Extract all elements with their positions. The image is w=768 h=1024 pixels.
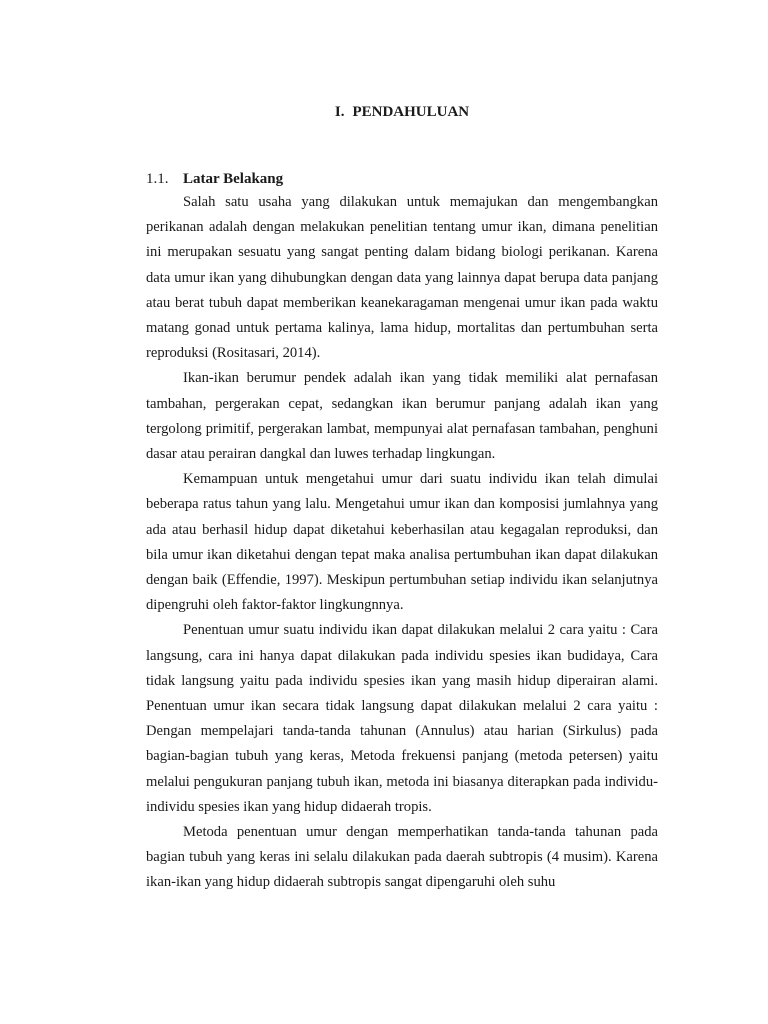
section-heading bbox=[146, 168, 283, 190]
paragraph: Salah satu usaha yang dilakukan untuk memajukan dan mengembangkan perikanan adalah dengan melakukan penelitian tentang umur ikan, dimana penelitian ini merupakan sesuatu yang sangat penting dalam bidang biologi perikanan. Karena data umur ikan yang dihubungkan dengan data yang lainnya dapat berupa data panjang atau berat tubuh dapat memberikan keanekaragaman mengenai umur ikan pada waktu matang gonad untuk pertama kalinya, lama hidup, mortalitas dan pertumbuhan serta reproduksi (Rositasari, 2014). bbox=[146, 194, 658, 362]
paragraph: Metoda penentuan umur dengan memperhatikan tanda-tanda tahunan pada bagian tubuh yang keras ini selalu dilakukan pada daerah subtropis (4 musim). Karena ikan-ikan yang hidup didaerah subtropis sangat dipengaruhi oleh suhu bbox=[146, 824, 658, 891]
paragraph: Kemampuan untuk mengetahui umur dari suatu individu ikan telah dimulai beberapa ratus tahun yang lalu. Mengetahui umur ikan dan komposisi jumlahnya yang ada atau berhasil hidup dapat diketahui keberhasilan atau kegagalan reproduksi, dan bila umur ikan diketahui dengan tepat maka analisa pertumbuhan ikan dapat dilakukan dengan baik (Effendie, 1997). Meskipun pertumbuhan setiap individu ikan selanjutnya dipengruhi oleh faktor-faktor lingkungnnya. bbox=[146, 471, 658, 614]
paragraph: Penentuan umur suatu individu ikan dapat dilakukan melalui 2 cara yaitu : Cara langsung, cara ini hanya dapat dilakukan pada individu spesies ikan budidaya, Cara tidak langsung yaitu pada individu spesies ikan yang masih hidup diperairan alami. Penentuan umur ikan secara tidak langsung dapat dilakukan melalui 2 cara yaitu : Dengan mempelajari tanda-tanda tahunan (Annulus) atau harian (Sirkulus) pada bagian-bagian tubuh yang keras, Metoda frekuensi panjang (metoda petersen) yaitu melalui pengukuran panjang tubuh ikan, metoda ini biasanya diterapkan pada individu-individu spesies ikan yang hidup didaerah tropis. bbox=[146, 622, 658, 815]
paragraph: Ikan-ikan berumur pendek adalah ikan yang tidak memiliki alat pernafasan tambahan, pergerakan cepat, sedangkan ikan berumur panjang adalah ikan yang tergolong primitif, pergerakan lambat, mempunyai alat pernafasan tambahan, penghuni dasar atau perairan dangkal dan luwes terhadap lingkungan. bbox=[146, 370, 658, 463]
chapter-number: I. bbox=[334, 104, 345, 120]
chapter-title bbox=[146, 101, 658, 123]
section-number: 1.1. bbox=[146, 171, 169, 187]
section-title: Latar Belakang bbox=[183, 171, 284, 187]
chapter-title-text: PENDAHULUAN bbox=[352, 104, 470, 120]
body-text bbox=[146, 190, 658, 896]
